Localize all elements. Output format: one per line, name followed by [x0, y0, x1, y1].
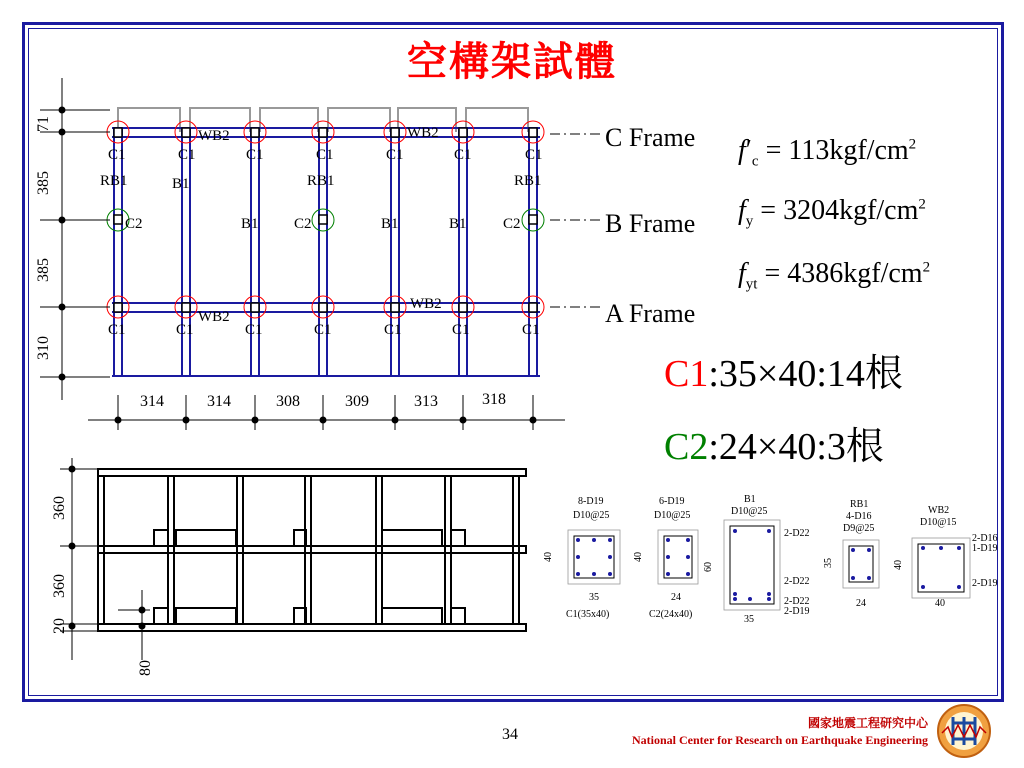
wb2-sec-r2: 1-D19: [972, 543, 998, 554]
wb-top-2: WB2: [407, 125, 439, 141]
wb-bottom-1: WB2: [198, 309, 230, 325]
wb2-sec-r1: 2-D16: [972, 533, 998, 544]
wb2-sec-r3: 2-D19: [972, 578, 998, 589]
c1-sec-w: 35: [589, 592, 599, 603]
rb1-sec-top2: 4-D16: [846, 511, 872, 522]
rb1-sec-w: 24: [856, 598, 866, 609]
c1-sec-caption: C1(35x40): [566, 609, 610, 620]
b1-sec-r2: 2-D22: [784, 576, 810, 587]
c1-spec: C1:35×40:14根: [664, 353, 903, 395]
rb1-sec-h: 35: [823, 558, 834, 568]
b1-sec-top1: B1: [744, 494, 756, 505]
wb2-sec-h: 40: [893, 560, 904, 570]
elev-dim-360-top: 360: [51, 496, 68, 520]
c-frame-col-4: C1: [316, 147, 334, 163]
c-frame-col-3: C1: [246, 147, 264, 163]
ncree-logo-icon: [934, 703, 994, 759]
a-frame-col-7: C1: [522, 322, 540, 338]
c-frame-col-7: C1: [525, 147, 543, 163]
rb-label-1: RB1: [100, 173, 128, 189]
vdim-310: 310: [35, 336, 52, 360]
a-frame-col-6: C1: [452, 322, 470, 338]
rb-label-4: RB1: [514, 173, 542, 189]
b1-sec-r4: 2-D19: [784, 606, 810, 617]
b-frame-col-6: C2: [503, 216, 521, 232]
formula-fy: $f_y = 3204kgf/cm^2$: [738, 195, 926, 230]
b1-sec-r3: 2-D22: [784, 596, 810, 607]
formula-fyt: $f_{yt} = 4386kgf/cm^2$: [738, 258, 931, 293]
b-frame-col-5: B1: [449, 216, 467, 232]
c-frame-col-5: C1: [386, 147, 404, 163]
b1-sec-h: 60: [703, 562, 714, 572]
c-frame-col-1: C1: [108, 147, 126, 163]
hdim-5: 313: [414, 393, 438, 410]
a-frame-col-5: C1: [384, 322, 402, 338]
rb1-sec-top3: D9@25: [843, 523, 875, 534]
c2-spec: C2:24×40:3根: [664, 426, 884, 468]
a-frame-col-4: C1: [314, 322, 332, 338]
c-frame-col-2: C1: [178, 147, 196, 163]
b-frame-col-3: C2: [294, 216, 312, 232]
b1-sec-w: 35: [744, 614, 754, 625]
frame-label-a: A Frame: [605, 299, 696, 328]
hdim-4: 309: [345, 393, 369, 410]
b1-sec-top2: D10@25: [731, 506, 768, 517]
c2-spec-name: C2: [664, 426, 709, 468]
frame-label-b: B Frame: [605, 209, 696, 238]
a-frame-col-2: C1: [176, 322, 194, 338]
org-name-en: National Center for Research on Earthquake Engineering: [632, 733, 928, 747]
a-frame-col-3: C1: [245, 322, 263, 338]
hdim-1: 314: [140, 393, 164, 410]
b1-sec-r1: 2-D22: [784, 528, 810, 539]
elev-dim-80: 80: [137, 660, 154, 676]
elev-dim-360-bottom: 360: [51, 574, 68, 598]
wb-top-1: WB2: [198, 128, 230, 144]
page-number: 34: [502, 726, 518, 743]
c1-sec-top2: D10@25: [573, 510, 610, 521]
c1-sec-h: 40: [543, 552, 554, 562]
formula-fc: $f'_c = 113kgf/cm^2$: [738, 135, 917, 170]
wb2-sec-w: 40: [935, 598, 945, 609]
hdim-3: 308: [276, 393, 300, 410]
elev-dim-20: 20: [51, 618, 68, 634]
vdim-385b: 385: [35, 258, 52, 282]
org-name-cn: 國家地震工程研究中心: [807, 716, 928, 730]
c2-sec-caption: C2(24x40): [649, 609, 693, 620]
rb-label-2: B1: [172, 176, 190, 192]
c2-sec-h: 40: [633, 552, 644, 562]
rb-label-3: RB1: [307, 173, 335, 189]
page-title: 空構架試體: [407, 39, 617, 85]
c-frame-col-6: C1: [454, 147, 472, 163]
vdim-71: 71: [35, 116, 52, 132]
wb-bottom-2: WB2: [410, 296, 442, 312]
hdim-2: 314: [207, 393, 231, 410]
hdim-6: 318: [482, 391, 506, 408]
wb2-sec-top2: D10@15: [920, 517, 957, 528]
c2-sec-top2: D10@25: [654, 510, 691, 521]
c2-sec-top1: 6-D19: [659, 496, 685, 507]
c1-sec-top1: 8-D19: [578, 496, 604, 507]
b-frame-col-2: B1: [241, 216, 259, 232]
a-frame-col-1: C1: [108, 322, 126, 338]
vdim-385a: 385: [35, 171, 52, 195]
frame-label-c: C Frame: [605, 123, 696, 152]
b-frame-col-4: B1: [381, 216, 399, 232]
rb1-sec-top1: RB1: [850, 499, 869, 510]
c2-sec-w: 24: [671, 592, 681, 603]
c1-spec-name: C1: [664, 353, 709, 395]
b-frame-col-1: C2: [125, 216, 143, 232]
wb2-sec-top1: WB2: [928, 505, 950, 516]
